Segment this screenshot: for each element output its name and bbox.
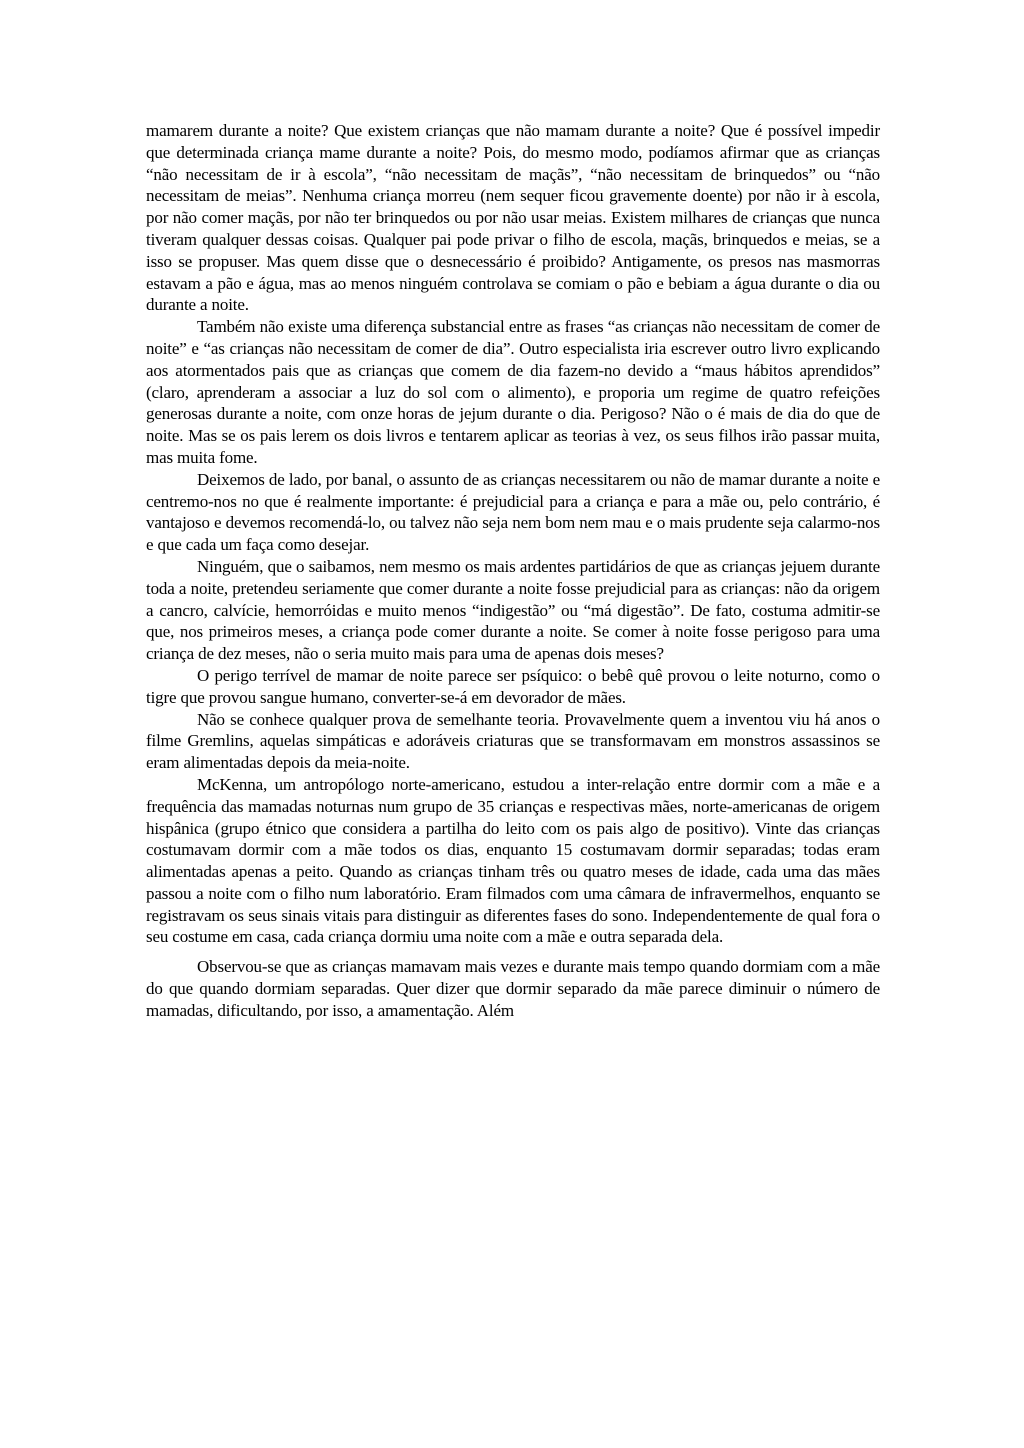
paragraph: Não se conhece qualquer prova de semelhante teoria. Provavelmente quem a inventou viu há anos o filme Gremlins, aquelas simpáticas e adoráveis criaturas que se transformavam em monstros assassinos se eram alimentadas depois da meia-noite. <box>146 709 880 773</box>
paragraph: O perigo terrível de mamar de noite parece ser psíquico: o bebê quê provou o leite noturno, como o tigre que provou sangue humano, converter-se-á em devorador de mães. <box>146 665 880 707</box>
paragraph: Também não existe uma diferença substancial entre as frases “as crianças não necessitam de comer de noite” e “as crianças não necessitam de comer de dia”. Outro especialista iria escrever outro livro explicando aos atormentados pais que as crianças que comem de dia fazem-no devido a “maus hábitos aprendidos” (claro, aprenderam a associar a luz do sol com o alimento), e proporia um regime de quatro refeições generosas durante a noite, com onze horas de jejum durante o dia. Perigoso? Não o é mais de dia do que de noite. Mas se os pais lerem os dois livros e tentarem aplicar as teorias à vez, os seus filhos irão passar muita, mas muita fome. <box>146 317 880 467</box>
paragraph: mamarem durante a noite? Que existem crianças que não mamam durante a noite? Que é possível impedir que determinada criança mame durante a noite? Pois, do mesmo modo, podíamos afirmar que as crianças “não necessitam de ir à escola”, “não necessitam de maçãs”, “não necessitam de brinquedos” ou “não necessitam de meias”. Nenhuma criança morreu (nem sequer ficou gravemente doente) por não ir à escola, por não comer maçãs, por não ter brinquedos ou por não usar meias. Existem milhares de crianças que nunca tiveram qualquer dessas coisas. Qualquer pai pode privar o filho de escola, maçãs, brinquedos e meias, se a isso se propuser. Mas quem disse que o desnecessário é proibido? Antigamente, os presos nas masmorras estavam a pão e água, mas ao menos ninguém controlava se comiam o pão e bebiam a água durante o dia ou durante a noite. <box>146 121 880 315</box>
paragraph: Deixemos de lado, por banal, o assunto de as crianças necessitarem ou não de mamar durante a noite e centremo-nos no que é realmente importante: é prejudicial para a criança e para a mãe ou, pelo contrário, é vantajoso e devemos recomendá-lo, ou talvez não seja nem bom nem mau e o mais prudente seja calarmo-nos e que cada um faça como desejar. <box>146 469 880 555</box>
document-page <box>146 120 880 1022</box>
paragraph: Ninguém, que o saibamos, nem mesmo os mais ardentes partidários de que as crianças jejuem durante toda a noite, pretendeu seriamente que comer durante a noite fosse prejudicial para as crianças: não da origem a cancro, calvície, hemorróidas e muito menos “indigestão” ou “má digestão”. De fato, costuma admitir-se que, nos primeiros meses, a criança pode comer durante a noite. Se comer à noite fosse perigoso para uma criança de dez meses, não o seria muito mais para uma de apenas dois meses? <box>146 556 880 664</box>
paragraph: Observou-se que as crianças mamavam mais vezes e durante mais tempo quando dormiam com a mãe do que quando dormiam separadas. Quer dizer que dormir separado da mãe parece diminuir o número de mamadas, dificultando, por isso, a amamentação. Além <box>146 957 880 1020</box>
paragraph: McKenna, um antropólogo norte-americano, estudou a inter-relação entre dormir com a mãe e a frequência das mamadas noturnas num grupo de 35 crianças e respectivas mães, norte-americanas de origem hispânica (grupo étnico que considera a partilha do leito com os pais algo de positivo). Vinte das crianças costumavam dormir com a mãe todos os dias, enquanto 15 costumavam dormir separadas; todas eram alimentadas apenas a peito. Quando as crianças tinham três ou quatro meses de idade, cada uma das mães passou a noite com o filho num laboratório. Eram filmados com uma câmara de infravermelhos, enquanto se registravam os seus sinais vitais para distinguir as diferentes fases do sono. Independentemente de qual fora o seu costume em casa, cada criança dormiu uma noite com a mãe e outra separada dela. <box>146 774 880 947</box>
